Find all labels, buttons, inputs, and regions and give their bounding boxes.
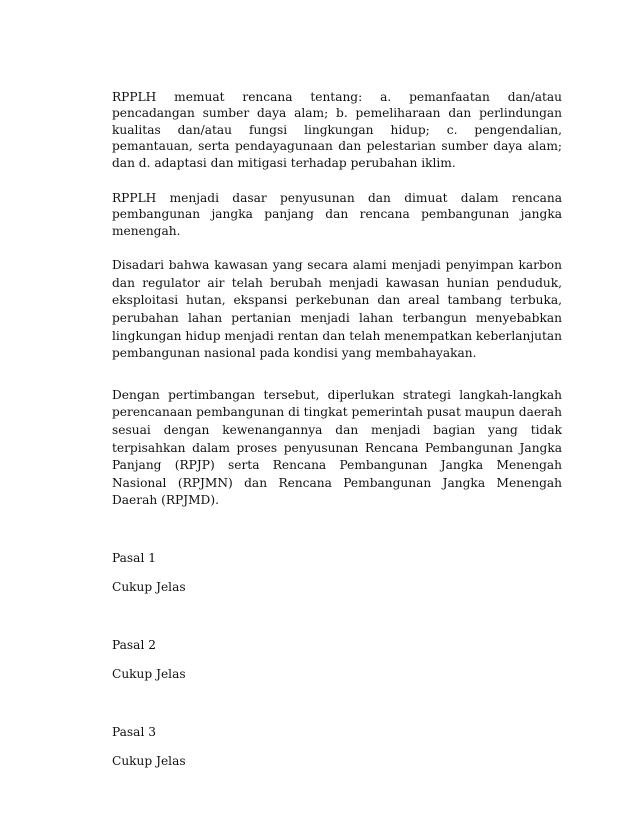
paragraph-rpplh-contents: RPPLH memuat rencana tentang: a. pemanfaatan dan/atau pencadangan sumber daya alam; b. pemeliharaan dan perlindungan kualitas dan/atau fungsi lingkungan hidup; c. pengendalian, pemantauan, serta pendayagunaan dan pelestarian sumber daya alam; dan d. adaptasi dan mitigasi terhadap perubahan iklim. xyxy=(112,90,562,170)
document-content xyxy=(112,89,562,769)
pasal-section xyxy=(112,637,562,682)
pasal-section xyxy=(112,550,562,595)
pasal-title: Pasal 3 xyxy=(112,724,156,739)
paragraph-environment-risk: Disadari bahwa kawasan yang secara alami menjadi penyimpan karbon dan regulator air telah berubah menjadi kawasan hunian penduduk, eksploitasi hutan, ekspansi perkebunan dan areal tambang terbuka, perubahan lahan pertanian menjadi lahan terbangun menyebabkan lingkungan hidup menjadi rentan dan telah menempatkan keberlanjutan pembangunan nasional pada kondisi yang membahayakan. xyxy=(112,258,563,361)
pasal-title: Pasal 1 xyxy=(112,550,156,565)
pasal-body: Cukup Jelas xyxy=(112,666,186,681)
paragraph-planning-strategy: Dengan pertimbangan tersebut, diperlukan strategi langkah-langkah perencanaan pembangunan di tingkat pemerintah pusat maupun daerah sesuai dengan kewenangannya dan menjadi bagian yang tidak terpisahkan dalam proses penyusunan Rencana Pembangunan Jangka Panjang (RPJP) serta Rencana Pembangunan Jangka Menengah Nasional (RPJMN) dan Rencana Pembangunan Jangka Menengah Daerah (RPJMD). xyxy=(112,387,562,508)
pasal-title: Pasal 2 xyxy=(112,637,156,652)
pasal-section xyxy=(112,724,562,769)
pasal-body: Cukup Jelas xyxy=(112,579,186,594)
paragraph-rpplh-basis: RPPLH menjadi dasar penyusunan dan dimuat dalam rencana pembangunan jangka panjang dan rencana pembangunan jangka menengah. xyxy=(112,191,562,238)
pasal-body: Cukup Jelas xyxy=(112,753,186,768)
